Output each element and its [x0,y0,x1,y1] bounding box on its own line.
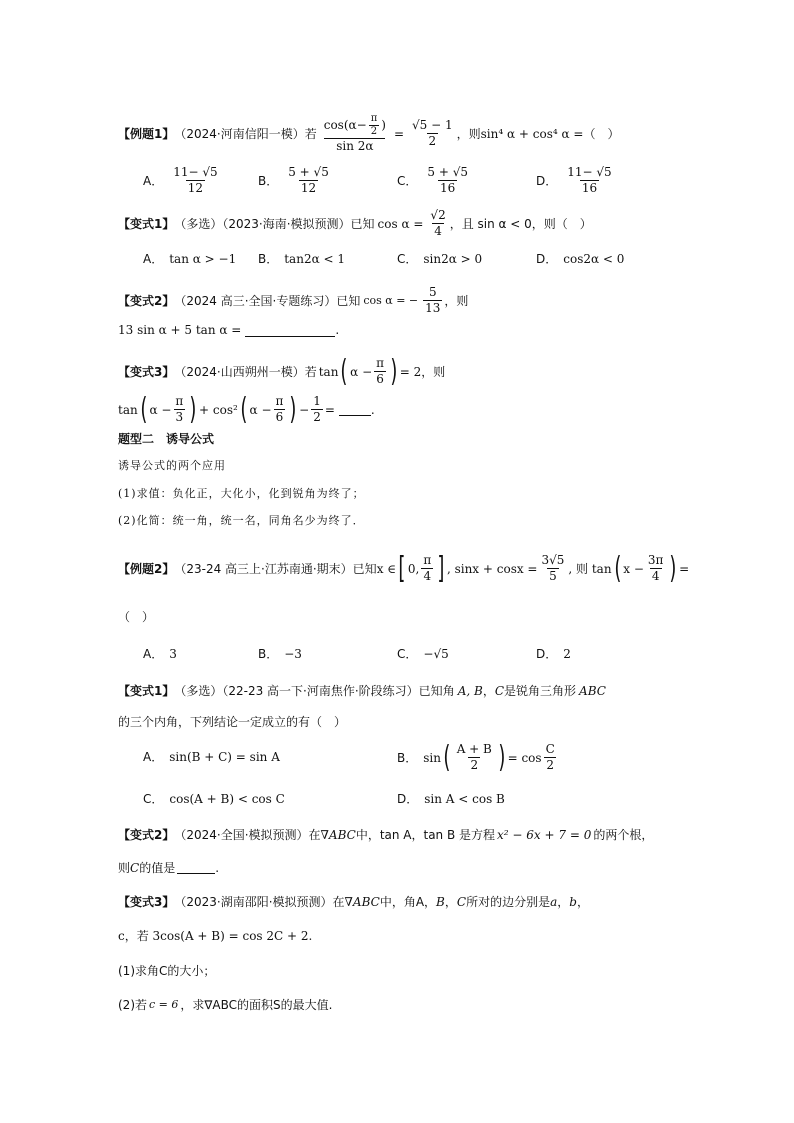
variant4-option-c[interactable]: C． cos(A + B) < cos C [143,791,285,806]
example2-line: 【例题2】 （23-24 高三上·江苏南通·期末）已知 x ∈ [ 0, $\frac{\pi}{4}$ ] , sinx + cosx = $\frac{3√5}{5}$ , 则 tan ( x − $\frac{3\pi}{4}$ ) = [118,550,690,586]
variant4-option-b[interactable]: B． sin ( $\frac{A + B}{2}$ ) = cos $\frac{C}{2}$ [397,739,555,775]
variant1-line: 【变式1】 （多选）（2023·海南·模拟预测）已知 cos α = $\frac{√2}{4}$ ，且 sin α < 0，则（ ） [118,208,592,238]
variant1-option-b[interactable]: B． tan2α < 1 [258,251,345,266]
variant6-question1: (1)求角C的大小； [118,964,216,978]
example2-option-b[interactable]: B． −3 [258,646,302,661]
variant3-answer-blank[interactable] [339,403,371,416]
section2-title: 题型二 诱导公式 [118,432,215,446]
variant3-line: 【变式3】 （2024·山西朔州一模）若 tan ( α − $\frac{\pi}{6}$ ) = 2，则 [118,353,446,389]
variant1-option-d[interactable]: D． cos2α < 0 [536,251,625,266]
variant5-line: 【变式2】 （2024·全国·模拟预测）在 ∇ABC 中，tan A，tan B 是方程 x² − 6x + 7 = 0 的两个根， [118,827,654,842]
variant2-line: 【变式2】 （2024 高三·全国·专题练习）已知 cos α = − $\frac{5}{13}$ ，则 [118,285,469,315]
variant1-option-c[interactable]: C． sin2α > 0 [397,251,483,266]
example1-tag: 【例题1】 [118,127,175,141]
example1-option-c[interactable]: C． $\frac{5 + √5}{16}$ [397,165,468,195]
example1-line: 【例题1】 （2024·河南信阳一模） 若 cos(α− $\frac{\pi}{2}$ ) sin 2α = $\frac{√5 - 1}{2}$ ，则 sin⁴ α + cos⁴ α =（ ） [118,113,620,153]
example1-source: （2024·河南信阳一模） [174,127,305,141]
variant5-answer-blank[interactable] [177,861,215,874]
example2-bracket: （ ） [118,610,155,624]
example1-lead: 若 [304,127,317,141]
example1-option-b[interactable]: B． $\frac{5 + √5}{12}$ [258,165,329,195]
variant3-line2: tan ( α − $\frac{\pi}{3}$ ) + cos² ( α − $\frac{\pi}{6}$ ) − $\frac{1}{2}$ = . [118,391,375,427]
section2-note-title: 诱导公式的两个应用 [118,459,226,472]
example2-option-c[interactable]: C． −√5 [397,646,449,661]
example1-option-a[interactable]: A． $\frac{11- √5}{12}$ [143,165,218,195]
example2-option-a[interactable]: A． 3 [143,646,177,661]
variant4-line: 【变式1】 （多选）（22-23 高一下·河南焦作·阶段练习）已知角 A, B ， C 是锐角三角形 ABC [118,683,606,698]
variant4-option-a[interactable]: A． sin(B + C) = sin A [143,749,280,764]
example2-option-d[interactable]: D． 2 [536,646,571,661]
variant2-answer-blank[interactable] [245,324,335,337]
section2-note1: (1)求值：负化正，大化小，化到锐角为终了； [118,487,365,500]
section2-note2: (2)化简：统一角，统一名，同角名少为终了． [118,514,365,527]
variant6-line: 【变式3】 （2023·湖南邵阳·模拟预测）在 ∇ABC 中，角A， B ， C 所对的边分别是 a ， b ， [118,894,589,909]
variant4-line2: 的三个内角，下列结论一定成立的有（ ） [118,715,347,729]
example1-rhs-fraction: $\frac{√5 - 1}{2}$ [412,118,453,148]
variant6-line2: c，若 3cos(A + B) = cos 2C + 2. [118,929,313,943]
example1-option-d[interactable]: D． $\frac{11- √5}{16}$ [536,165,612,195]
example1-lhs-fraction: cos(α− $\frac{\pi}{2}$ ) sin 2α [323,113,386,153]
variant5-line2: 则 C 的值是 . [118,860,220,875]
variant4-option-d[interactable]: D． sin A < cos B [397,791,505,806]
variant1-option-a[interactable]: A． tan α > −1 [143,251,237,266]
variant2-line2: 13 sin α + 5 tan α = . [118,323,340,337]
variant6-question2: (2)若 c = 6 ，求∇ABC的面积S的最大值. [118,998,333,1012]
